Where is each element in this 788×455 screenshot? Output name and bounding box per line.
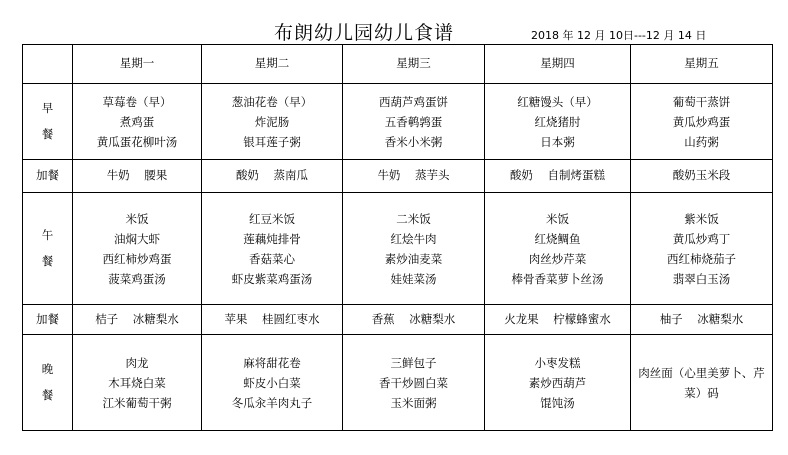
dish: 黄瓜炒鸡丁: [672, 231, 731, 246]
meal-row-breakfast: [23, 84, 773, 160]
day-header: 星期一: [73, 45, 202, 84]
day-header: 星期二: [202, 45, 343, 84]
dish: 油焖大虾: [114, 231, 160, 246]
menu-cell: [202, 335, 343, 431]
menu-cell: [343, 193, 485, 305]
menu-cell: [631, 193, 773, 305]
meal-label: 加餐: [23, 305, 73, 335]
dish: 馄饨汤: [540, 395, 575, 410]
dish: 红烩牛肉: [390, 231, 437, 246]
dish: 黄瓜炒鸡蛋: [672, 114, 731, 129]
menu-cell: [485, 193, 631, 305]
dish: 银耳莲子粥: [243, 134, 301, 149]
dish: 香干炒圆白菜: [379, 375, 448, 390]
date-range: 2018 年 12 月 10日---12 月 14 日: [531, 29, 707, 42]
dish: 江米葡萄干粥: [102, 395, 172, 410]
menu-table: [22, 44, 773, 431]
menu-cell: [202, 84, 343, 160]
dish: 香米小米粥: [384, 134, 443, 149]
meal-row-dinner: [23, 335, 773, 431]
menu-cell: 柚子 冰糖梨水: [631, 305, 773, 335]
dish: 三鲜包子: [390, 355, 437, 370]
dish: 冬瓜汆羊肉丸子: [231, 395, 313, 410]
dish: 红糖馒头（早）: [517, 94, 598, 109]
menu-cell: 牛奶 腰果: [73, 160, 202, 193]
dish: 虾皮紫菜鸡蛋汤: [231, 271, 313, 286]
dish: 葡萄干蒸饼: [672, 94, 731, 109]
dish: 炸泥肠: [254, 114, 290, 129]
dish: 紫米饭: [684, 211, 719, 226]
dish: 香菇菜心: [249, 251, 295, 266]
dish: 莲藕炖排骨: [243, 231, 301, 246]
menu-cell: 牛奶 蒸芋头: [343, 160, 485, 193]
dish: 日本粥: [540, 134, 575, 149]
meal-row-snack-pm: [23, 305, 773, 335]
corner-cell: [23, 45, 73, 84]
dish: 葱油花卷（早）: [231, 94, 313, 109]
meal-label: [23, 84, 73, 160]
dish: 素炒油麦菜: [384, 251, 443, 266]
menu-cell: 酸奶 蒸南瓜: [202, 160, 343, 193]
dish: 翡翠白玉汤: [672, 271, 731, 286]
menu-cell: [73, 193, 202, 305]
menu-cell: [73, 84, 202, 160]
menu-cell: [73, 335, 202, 431]
dish: 西红柿炒鸡蛋: [102, 251, 172, 266]
menu-cell: 酸奶玉米段: [631, 160, 773, 193]
dish: 煮鸡蛋: [119, 114, 155, 129]
page-title: 布朗幼儿园幼儿食谱: [274, 22, 455, 44]
dish: 二米饭: [396, 211, 431, 226]
menu-cell: [202, 193, 343, 305]
dish: 米饭: [546, 211, 569, 226]
meal-label-char: 餐: [41, 253, 54, 268]
day-header: 星期五: [631, 45, 773, 84]
menu-cell: 苹果 桂圆红枣水: [202, 305, 343, 335]
menu-cell: [631, 84, 773, 160]
meal-row-snack-am: [23, 160, 773, 193]
dish: 米饭: [125, 211, 149, 226]
menu-cell: 桔子 冰糖梨水: [73, 305, 202, 335]
dish: 西葫芦鸡蛋饼: [379, 94, 448, 109]
dish: 麻将甜花卷: [243, 355, 301, 370]
dish: 红烧鲷鱼: [534, 231, 581, 246]
dish: 红烧猪肘: [534, 114, 581, 129]
menu-cell: [343, 84, 485, 160]
menu-cell: 香蕉 冰糖梨水: [343, 305, 485, 335]
dish: 肉龙: [125, 355, 149, 370]
dish: 草莓卷（早）: [102, 94, 172, 109]
dish: 虾皮小白菜: [243, 375, 301, 390]
menu-cell: [343, 335, 485, 431]
menu-cell: 酸奶 自制烤蛋糕: [485, 160, 631, 193]
meal-label: 加餐: [23, 160, 73, 193]
meal-row-lunch: [23, 193, 773, 305]
meal-label-char: 餐: [41, 126, 54, 141]
menu-cell: [485, 84, 631, 160]
dish: 娃娃菜汤: [390, 271, 437, 286]
meal-label-char: 午: [41, 228, 54, 242]
dish: 棒骨香菜萝卜丝汤: [511, 271, 604, 286]
dish: 玉米面粥: [390, 395, 437, 410]
dish: 黄瓜蛋花柳叶汤: [96, 134, 178, 149]
menu-cell: 火龙果 柠檬蜂蜜水: [485, 305, 631, 335]
dish: 红豆米饭: [249, 211, 295, 226]
day-header: 星期三: [343, 45, 485, 84]
dish: 五香鹌鹑蛋: [384, 114, 443, 129]
header-row: [23, 45, 773, 84]
meal-label: [23, 193, 73, 305]
dish: 肉丝面（心里美萝卜、芹菜）码: [638, 365, 765, 400]
dish: 素炒西葫芦: [528, 375, 587, 390]
menu-cell: [485, 335, 631, 431]
dish: 小枣发糕: [534, 355, 581, 370]
meal-label-char: 餐: [41, 387, 54, 402]
meal-label: [23, 335, 73, 431]
meal-label-char: 早: [41, 101, 54, 115]
day-header: 星期四: [485, 45, 631, 84]
meal-label-char: 晚: [41, 362, 54, 376]
dish: 肉丝炒芹菜: [528, 251, 587, 266]
dish: 木耳烧白菜: [108, 375, 166, 390]
dish: 西红柿烧茄子: [667, 251, 736, 266]
dish: 菠菜鸡蛋汤: [108, 271, 166, 286]
dish: 山药粥: [684, 134, 719, 149]
menu-cell: [631, 335, 773, 431]
